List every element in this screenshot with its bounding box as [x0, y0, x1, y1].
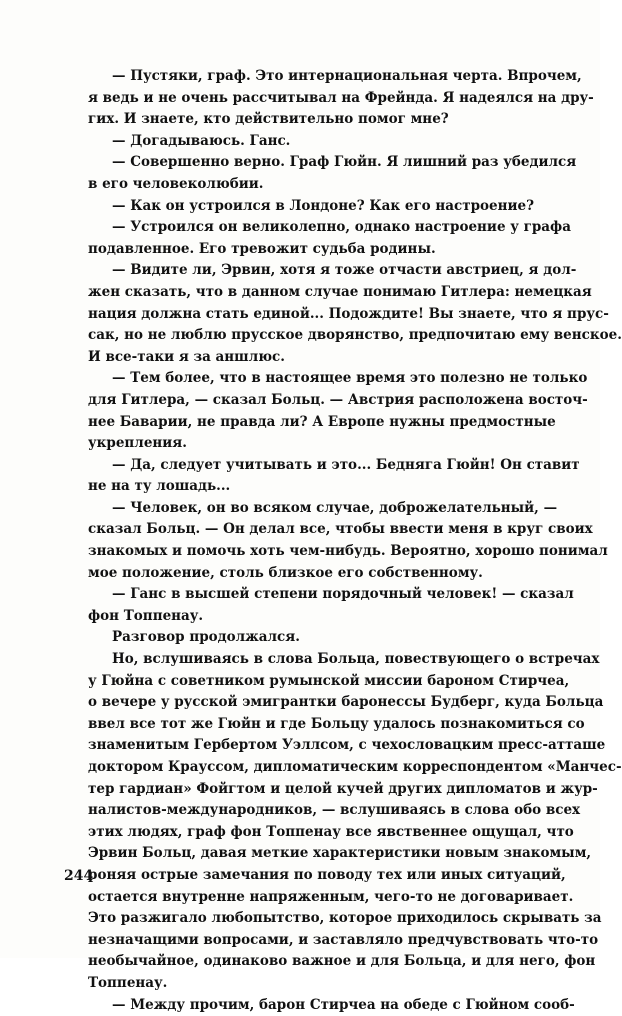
text-line: — Человек, он во всяком случае, доброжелательный, — [112, 499, 558, 516]
text-line: налистов-международников, — вслушиваясь в слова обо всех [88, 802, 581, 819]
text-line: жен сказать, что в данном случае понимаю Гитлера: немецкая [88, 283, 592, 300]
text-line: роняя острые замечания по поводу тех или иных ситуаций, [88, 866, 566, 883]
text-line: гих. И знаете, кто действительно помог мне? [88, 111, 449, 128]
text-line: — Видите ли, Эрвин, хотя я тоже отчасти австриец, я дол- [112, 262, 577, 279]
text-line: — Да, следует учитывать и это... Бедняга Гюйн! Он ставит [112, 456, 580, 473]
text-line: остается внутренне напряженным, чего-то не договаривает. [88, 888, 574, 905]
paragraph [64, 584, 574, 627]
text-line: ввел все тот же Гюйн и где Больцу удалось познакомиться со [88, 715, 585, 732]
paragraph [64, 455, 580, 498]
text-line: — Пустяки, граф. Это интернациональная черта. Впрочем, [112, 68, 582, 84]
paragraph [64, 152, 577, 195]
text-line: в его человеколюбии. [88, 175, 264, 192]
paragraph [64, 66, 594, 131]
text-line: не на ту лошадь... [88, 478, 231, 495]
paragraph [64, 649, 622, 995]
text-line: нация должна стать единой... Подождите! Вы знаете, что я прус- [88, 305, 609, 322]
paragraph [64, 217, 571, 260]
paragraph [64, 131, 534, 153]
paragraph [64, 627, 534, 649]
text-line: фон Топпенау. [88, 607, 204, 624]
text-line: Это разжигало любопытство, которое приходилось скрывать за [88, 910, 602, 927]
text-line: Но, вслушиваясь в слова Больца, повествующего о встречах [112, 651, 600, 668]
text-line: Разговор продолжался. [112, 629, 300, 646]
text-line: сказал Больц. — Он делал все, чтобы ввести меня в круг своих [88, 521, 593, 538]
text-line: — Тем более, что в настоящее время это полезно не только [112, 370, 588, 387]
text-line: подавленное. Его тревожит судьба родины. [88, 240, 436, 257]
text-line: — Устроился он великолепно, однако настроение у графа [112, 219, 571, 236]
text-line: — Ганс в высшей степени порядочный человек! — сказал [112, 586, 574, 603]
text-line: мое положение, столь близкое его собственному. [88, 564, 483, 581]
text-line: сак, но не люблю прусское дворянство, предпочитаю ему венское. [88, 327, 622, 344]
paragraph [64, 260, 622, 368]
text-line: — Как он устроился в Лондоне? Как его настроение? [112, 197, 535, 214]
text-line: знаменитым Гербертом Уэллсом, с чехословацким пресс-атташе [88, 737, 606, 754]
text-line: незначащими вопросами, и заставляло предчувствовать что-то [88, 931, 599, 948]
paragraph [64, 995, 575, 1016]
text-line: тер гардиан» Фойгтом и целой кучей других дипломатов и жур- [88, 780, 598, 797]
paragraph [64, 498, 608, 584]
text-line: — Догадываюсь. Ганс. [112, 132, 291, 149]
text-line: укрепления. [88, 435, 187, 452]
text-line: необычайное, одинаково важное и для Больца, и для него, фон [88, 953, 596, 970]
paragraph [64, 368, 588, 454]
text-line: Эрвин Больц, давая меткие характеристики новым знакомым, [88, 845, 592, 862]
text-line: — Между прочим, барон Стирчеа на обеде с Гюйном сооб- [112, 996, 575, 1013]
text-line: для Гитлера, — сказал Больц. — Австрия расположена восточ- [88, 391, 588, 408]
page-text [64, 66, 622, 1016]
text-line: о вечере у русской эмигрантки баронессы Будберг, куда Больца [88, 694, 604, 711]
text-line: доктором Крауссом, дипломатическим корреспондентом «Манчес- [88, 759, 622, 775]
text-line: нее Баварии, не правда ли? А Европе нужны предмостные [88, 413, 556, 430]
text-line: я ведь и не очень рассчитывал на Фрейнда. Я надеялся на дру- [88, 89, 594, 106]
page-number: 244 [64, 868, 94, 884]
paragraph [64, 196, 534, 218]
text-line: у Гюйна с советником румынской миссии бароном Стирчеа, [88, 672, 570, 689]
text-line: Топпенау. [88, 974, 168, 991]
text-line: — Совершенно верно. Граф Гюйн. Я лишний раз убедился [112, 154, 577, 171]
text-line: этих людях, граф фон Топпенау все явственнее ощущал, что [88, 823, 574, 840]
text-line: знакомых и помочь хоть чем-нибудь. Вероятно, хорошо понимал [88, 543, 608, 560]
text-line: И все-таки я за аншлюс. [88, 348, 285, 365]
